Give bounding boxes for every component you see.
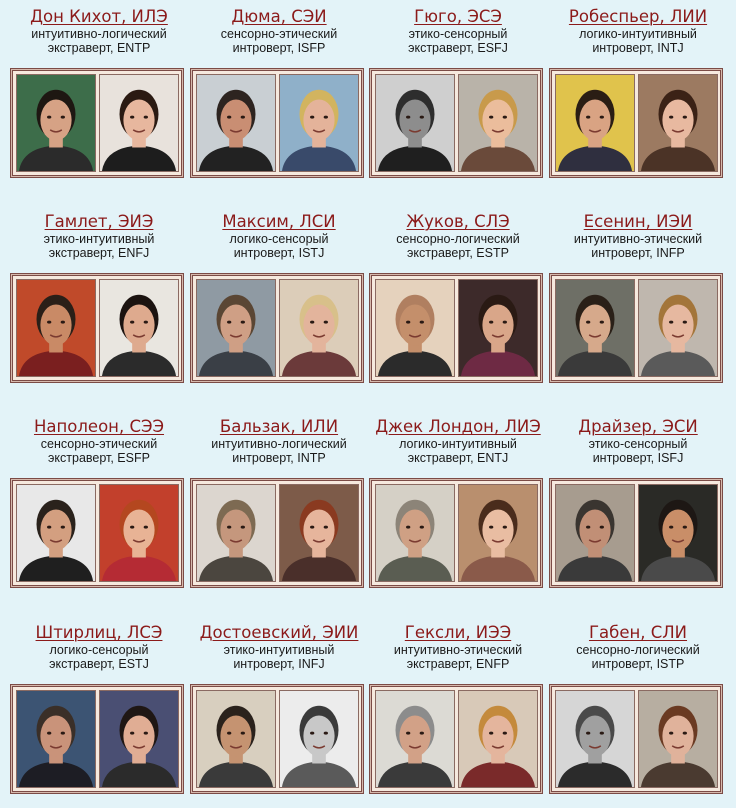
- type-card: [371, 616, 545, 808]
- type-description: этико-интуитивный: [223, 643, 335, 657]
- type-card: [12, 0, 186, 192]
- type-orientation: интроверт, ISTP: [591, 657, 685, 671]
- type-name-link[interactable]: Наполеон, СЭЭ: [33, 417, 165, 436]
- type-description: сенсорно-этический: [40, 437, 158, 451]
- type-card: [12, 616, 186, 808]
- type-card: [371, 0, 545, 192]
- type-name-link[interactable]: Драйзер, ЭСИ: [578, 417, 698, 436]
- female-portrait-photo: [638, 484, 718, 582]
- type-name-link[interactable]: Гексли, ИЭЭ: [404, 623, 512, 642]
- type-description: интуитивно-логический: [211, 437, 347, 451]
- type-description: логико-сенсорый: [49, 643, 149, 657]
- type-name-link[interactable]: Есенин, ИЭИ: [583, 212, 693, 231]
- type-orientation: интроверт, ISFP: [232, 41, 326, 55]
- type-orientation: интроверт, ISFJ: [592, 451, 684, 465]
- male-portrait-photo: [16, 484, 96, 582]
- photo-frame: [192, 275, 362, 381]
- female-portrait-photo: [99, 690, 179, 788]
- photo-frame: [192, 70, 362, 176]
- type-orientation: экстраверт, ESTJ: [49, 657, 149, 671]
- type-card: [12, 205, 186, 397]
- female-portrait-photo: [458, 279, 538, 377]
- photo-frame: [192, 480, 362, 586]
- female-portrait-photo: [279, 279, 359, 377]
- type-card: [192, 616, 366, 808]
- type-description: сенсорно-логический: [576, 643, 700, 657]
- type-orientation: экстраверт, ESFP: [48, 451, 150, 465]
- type-name-link[interactable]: Максим, ЛСИ: [222, 212, 336, 231]
- type-description: этико-интуитивный: [43, 232, 155, 246]
- type-card: [551, 616, 725, 808]
- photo-frame: [371, 70, 541, 176]
- type-card: [192, 205, 366, 397]
- type-name-link[interactable]: Дон Кихот, ИЛЭ: [30, 7, 168, 26]
- male-portrait-photo: [555, 279, 635, 377]
- photo-frame: [371, 275, 541, 381]
- type-card: [371, 205, 545, 397]
- male-portrait-photo: [196, 74, 276, 172]
- type-card: [551, 205, 725, 397]
- photo-frame: [12, 70, 182, 176]
- type-orientation: экстраверт, ENTP: [47, 41, 151, 55]
- type-description: интуитивно-логический: [31, 27, 167, 41]
- type-description: сенсорно-этический: [220, 27, 338, 41]
- type-orientation: интроверт, INFP: [591, 246, 685, 260]
- male-portrait-photo: [16, 690, 96, 788]
- photo-frame: [371, 686, 541, 792]
- type-description: сенсорно-логический: [396, 232, 520, 246]
- photo-frame: [551, 686, 721, 792]
- type-orientation: интроверт, INTP: [232, 451, 326, 465]
- type-name-link[interactable]: Штирлиц, ЛСЭ: [35, 623, 163, 642]
- female-portrait-photo: [279, 74, 359, 172]
- male-portrait-photo: [375, 74, 455, 172]
- type-description: этико-сенсорный: [408, 27, 508, 41]
- female-portrait-photo: [638, 690, 718, 788]
- female-portrait-photo: [638, 74, 718, 172]
- photo-frame: [551, 70, 721, 176]
- type-orientation: экстраверт, ENTJ: [407, 451, 509, 465]
- female-portrait-photo: [279, 484, 359, 582]
- type-orientation: экстраверт, ENFP: [406, 657, 510, 671]
- type-orientation: интроверт, ISTJ: [233, 246, 325, 260]
- male-portrait-photo: [196, 484, 276, 582]
- type-description: интуитивно-этический: [393, 643, 523, 657]
- type-card: [192, 410, 366, 602]
- type-name-link[interactable]: Жуков, СЛЭ: [406, 212, 510, 231]
- type-name-link[interactable]: Бальзак, ИЛИ: [219, 417, 339, 436]
- female-portrait-photo: [99, 279, 179, 377]
- type-orientation: интроверт, INFJ: [233, 657, 325, 671]
- type-orientation: экстраверт, ESTP: [407, 246, 509, 260]
- photo-frame: [192, 686, 362, 792]
- male-portrait-photo: [555, 484, 635, 582]
- male-portrait-photo: [375, 690, 455, 788]
- type-card: [371, 410, 545, 602]
- photo-frame: [12, 275, 182, 381]
- type-name-link[interactable]: Габен, СЛИ: [588, 623, 688, 642]
- female-portrait-photo: [458, 690, 538, 788]
- male-portrait-photo: [196, 690, 276, 788]
- type-name-link[interactable]: Гамлет, ЭИЭ: [44, 212, 154, 231]
- type-name-link[interactable]: Гюго, ЭСЭ: [414, 7, 502, 26]
- type-description: этико-сенсорный: [588, 437, 688, 451]
- type-description: логико-сенсорый: [229, 232, 329, 246]
- female-portrait-photo: [279, 690, 359, 788]
- female-portrait-photo: [458, 484, 538, 582]
- type-name-link[interactable]: Достоевский, ЭИИ: [199, 623, 359, 642]
- female-portrait-photo: [99, 74, 179, 172]
- male-portrait-photo: [375, 279, 455, 377]
- photo-frame: [12, 480, 182, 586]
- type-card: [192, 0, 366, 192]
- type-description: интуитивно-этический: [573, 232, 703, 246]
- type-orientation: экстраверт, ENFJ: [48, 246, 150, 260]
- type-card: [551, 410, 725, 602]
- type-card: [551, 0, 725, 192]
- type-name-link[interactable]: Джек Лондон, ЛИЭ: [375, 417, 541, 436]
- female-portrait-photo: [458, 74, 538, 172]
- type-description: логико-интуитивный: [579, 27, 697, 41]
- female-portrait-photo: [99, 484, 179, 582]
- photo-frame: [551, 480, 721, 586]
- male-portrait-photo: [375, 484, 455, 582]
- type-name-link[interactable]: Дюма, СЭИ: [231, 7, 327, 26]
- male-portrait-photo: [555, 690, 635, 788]
- male-portrait-photo: [555, 74, 635, 172]
- photo-frame: [12, 686, 182, 792]
- type-card: [12, 410, 186, 602]
- male-portrait-photo: [16, 279, 96, 377]
- photo-frame: [551, 275, 721, 381]
- type-orientation: экстраверт, ESFJ: [408, 41, 508, 55]
- type-description: логико-интуитивный: [399, 437, 517, 451]
- type-orientation: интроверт, INTJ: [592, 41, 684, 55]
- female-portrait-photo: [638, 279, 718, 377]
- male-portrait-photo: [196, 279, 276, 377]
- male-portrait-photo: [16, 74, 96, 172]
- photo-frame: [371, 480, 541, 586]
- type-name-link[interactable]: Робеспьер, ЛИИ: [568, 7, 708, 26]
